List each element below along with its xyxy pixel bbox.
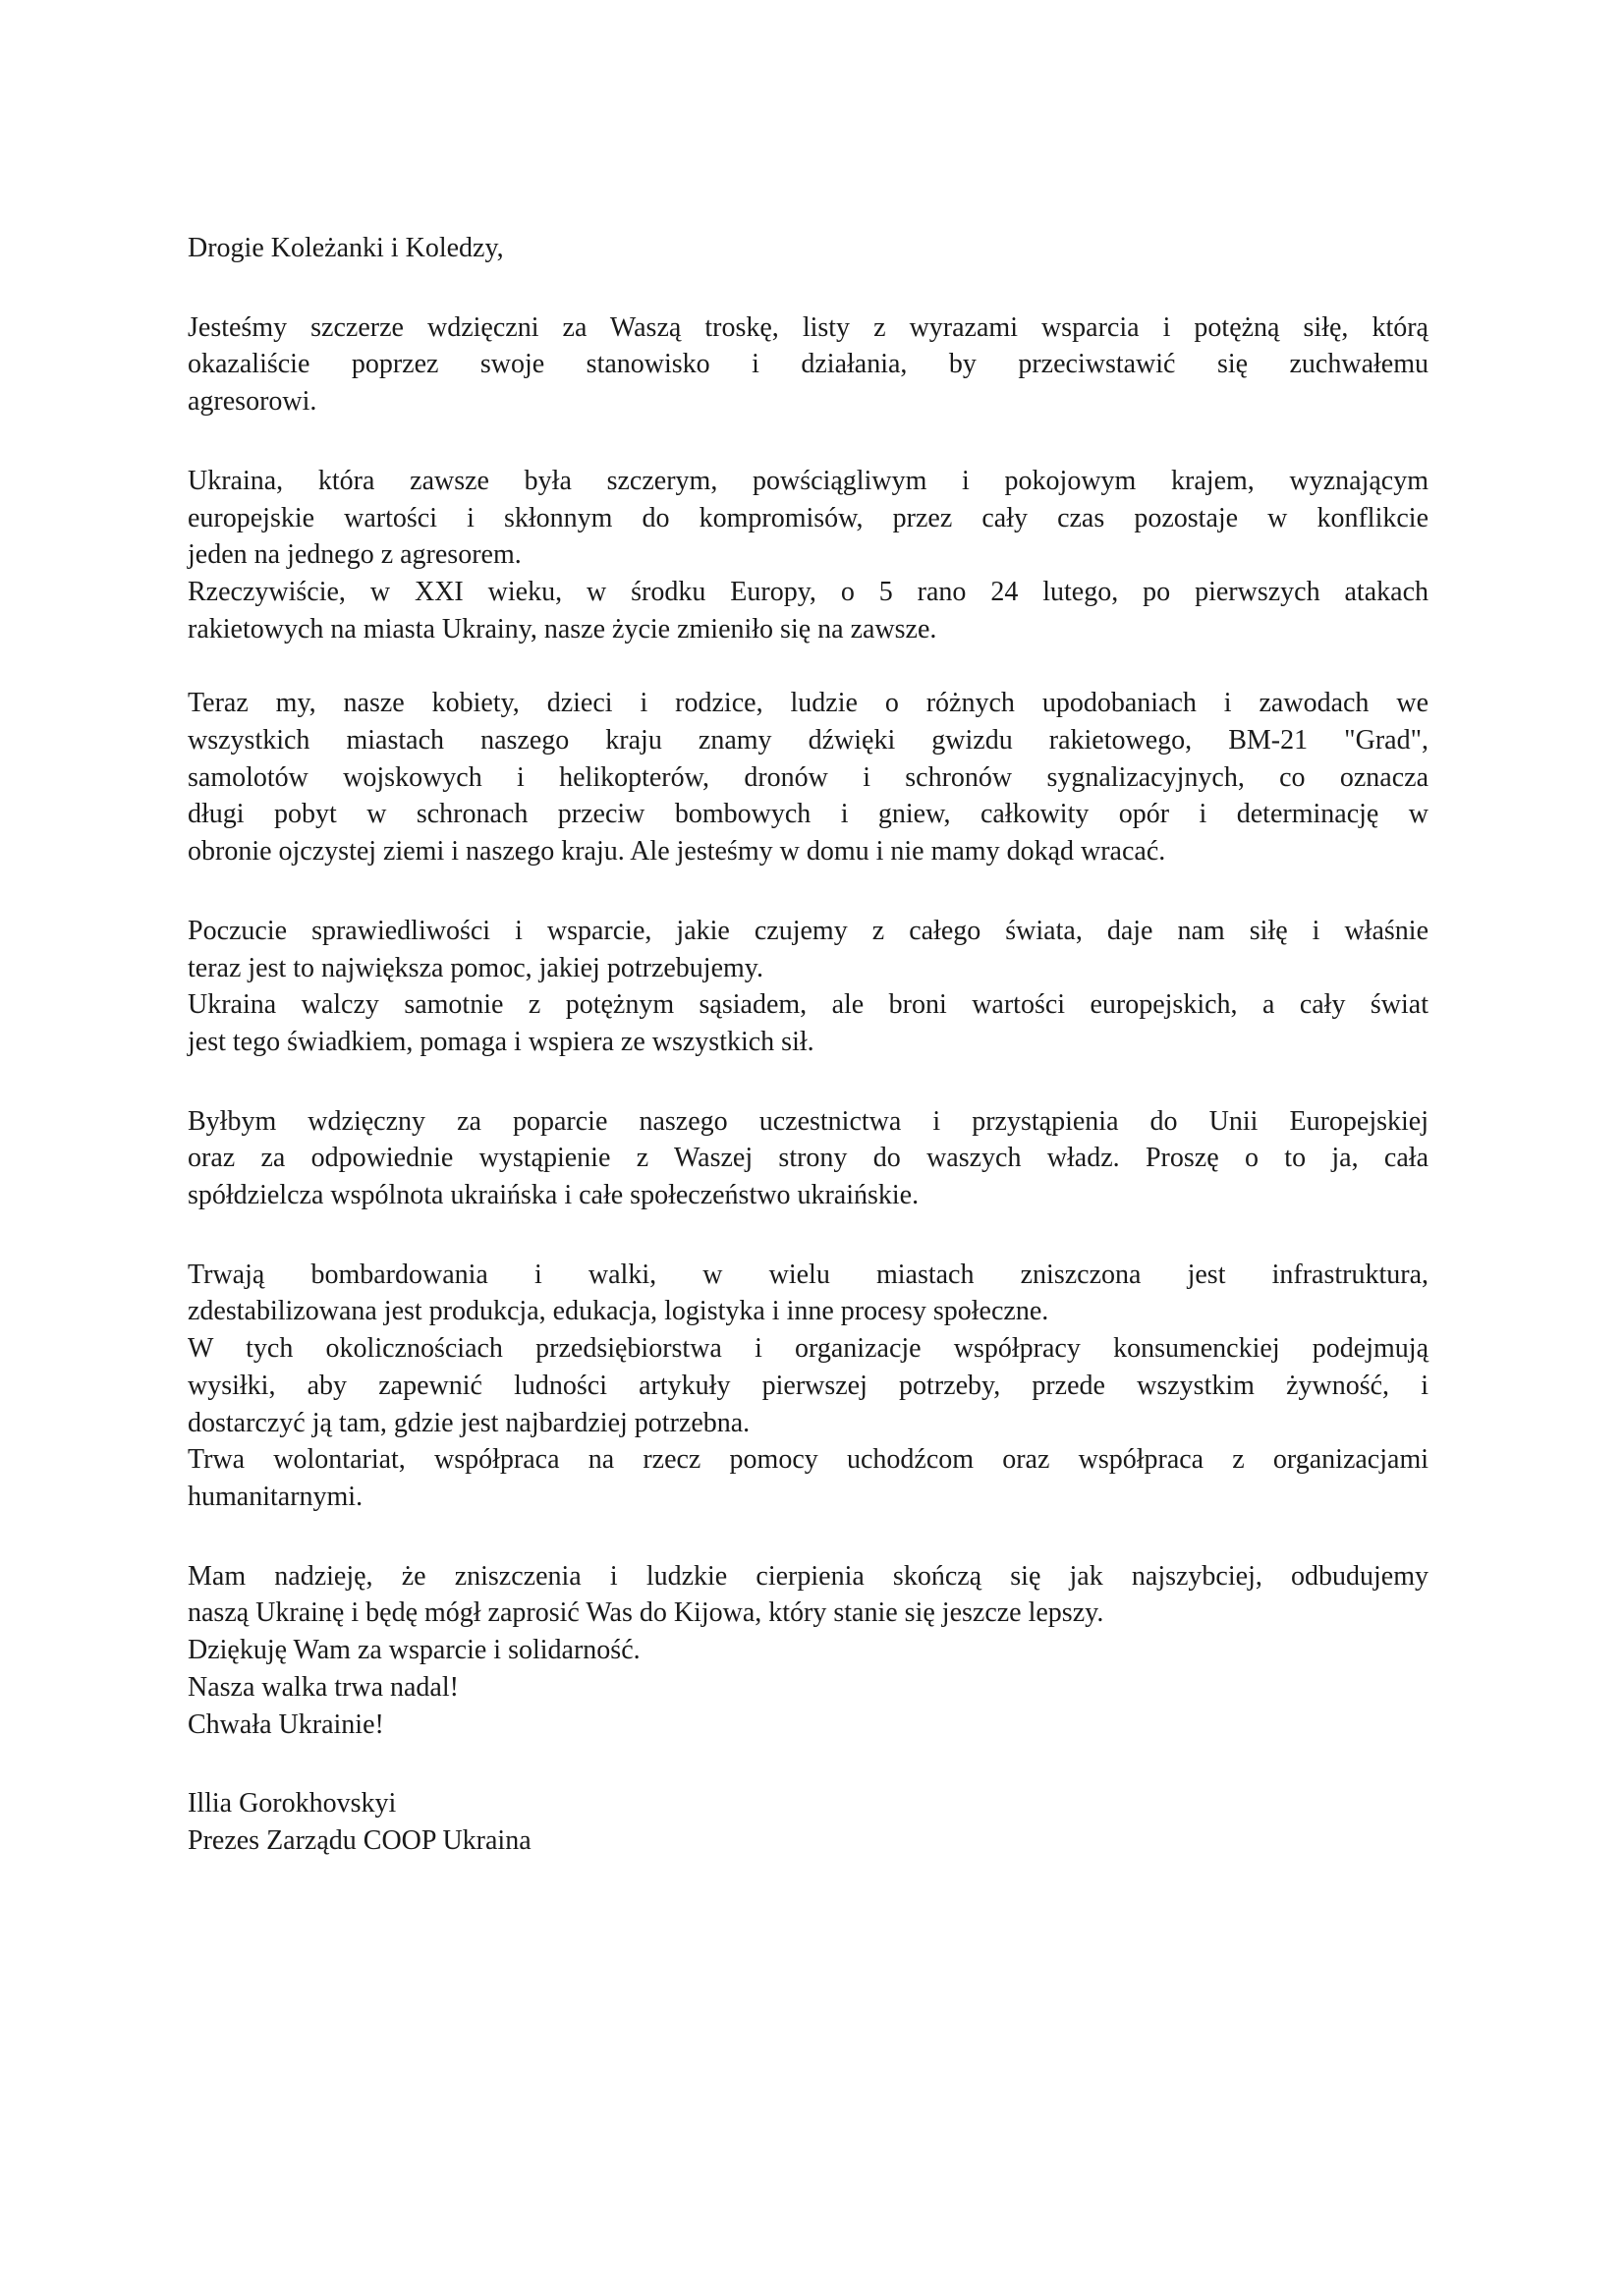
paragraph-line: Trwa wolontariat, współpraca na rzecz pomocy uchodźcom oraz współpraca z organizacjami	[188, 1444, 1428, 1476]
signatory-name: Illia Gorokhovskyi	[188, 1788, 397, 1820]
paragraph-line: Poczucie sprawiedliwości i wsparcie, jakie czujemy z całego świata, daje nam siłę i właśnie	[188, 915, 1428, 946]
paragraph-line: teraz jest to największa pomoc, jakiej potrzebujemy.	[188, 952, 763, 983]
paragraph-line: Dziękuję Wam za wsparcie i solidarność.	[188, 1635, 641, 1666]
paragraph-eu-support	[188, 1103, 1428, 1214]
paragraph-hope	[188, 1558, 1428, 1744]
paragraph-line: spółdzielcza wspólnota ukraińska i całe społeczeństwo ukraińskie.	[188, 1180, 920, 1211]
paragraph-line: Rzeczywiście, w XXI wieku, w środku Europy, o 5 rano 24 lutego, po pierwszych atakach	[188, 576, 1428, 607]
letter-body	[188, 230, 1428, 1860]
paragraph-line: Ukraina walczy samotnie z potężnym sąsiadem, ale broni wartości europejskich, a cały świat	[188, 989, 1428, 1021]
salutation	[188, 230, 1428, 267]
paragraph-war-life	[188, 685, 1428, 870]
paragraph-line: Nasza walka trwa nadal!	[188, 1671, 459, 1703]
paragraph-line: Jesteśmy szczerze wdzięczni za Waszą troskę, listy z wyrazami wsparcia i potężną siłę, którą	[188, 311, 1428, 343]
paragraph-line: oraz za odpowiednie wystąpienie z Waszej strony do waszych władz. Proszę o to ja, cała	[188, 1143, 1428, 1174]
paragraph-line: wszystkich miastach naszego kraju znamy dźwięki gwizdu rakietowego, BM-21 "Grad",	[188, 725, 1428, 756]
paragraph-line: Byłbym wdzięczny za poparcie naszego uczestnictwa i przystąpienia do Unii Europejskiej	[188, 1105, 1428, 1137]
paragraph-line: wysiłki, aby zapewnić ludności artykuły pierwszej potrzeby, przede wszystkim żywność, i	[188, 1370, 1428, 1401]
paragraph-line: Mam nadzieję, że zniszczenia i ludzkie cierpienia skończą się jak najszybciej, odbudujemy	[188, 1560, 1428, 1592]
paragraph-line: humanitarnymi.	[188, 1481, 364, 1512]
paragraph-line: europejskie wartości i skłonnym do kompromisów, przez cały czas pozostaje w konflikcie	[188, 502, 1428, 533]
paragraph-line: jest tego świadkiem, pomaga i wspiera ze wszystkich sił.	[188, 1026, 814, 1057]
paragraph-line: Ukraina, która zawsze była szczerym, powściągliwym i pokojowym krajem, wyznającym	[188, 465, 1428, 496]
paragraph-line: okazaliście poprzez swoje stanowisko i działania, by przeciwstawić się zuchwałemu	[188, 349, 1428, 380]
paragraph-line: jeden na jednego z agresorem.	[188, 539, 522, 571]
paragraph-line: Trwają bombardowania i walki, w wielu miastach zniszczona jest infrastruktura,	[188, 1259, 1428, 1290]
signature-block	[188, 1785, 1428, 1860]
paragraph-justice	[188, 913, 1428, 1061]
paragraph-line: dostarczyć ją tam, gdzie jest najbardziej potrzebna.	[188, 1407, 751, 1438]
paragraph-line: długi pobyt w schronach przeciw bombowych i gniew, całkowity opór i determinację w	[188, 799, 1428, 830]
paragraph-line: Chwała Ukrainie!	[188, 1708, 384, 1740]
paragraph-line: zdestabilizowana jest produkcja, edukacja, logistyka i inne procesy społeczne.	[188, 1296, 1049, 1327]
signatory-title: Prezes Zarządu COOP Ukraina	[188, 1825, 532, 1857]
paragraph-line: W tych okolicznościach przedsiębiorstwa i organizacje współpracy konsumenckiej podejmują	[188, 1333, 1428, 1365]
paragraph-ukraine	[188, 463, 1428, 648]
paragraph-gratitude	[188, 309, 1428, 420]
paragraph-line: samolotów wojskowych i helikopterów, dronów i schronów sygnalizacyjnych, co oznacza	[188, 761, 1428, 793]
paragraph-bombardment	[188, 1257, 1428, 1516]
paragraph-line: Teraz my, nasze kobiety, dzieci i rodzice, ludzie o różnych upodobaniach i zawodach we	[188, 688, 1428, 719]
paragraph-line: obronie ojczystej ziemi i naszego kraju. Ale jesteśmy w domu i nie mamy dokąd wracać.	[188, 836, 1166, 868]
paragraph-line: agresorowi.	[188, 386, 317, 418]
salutation-line: Drogie Koleżanki i Koledzy,	[188, 233, 504, 263]
paragraph-line: rakietowych na miasta Ukrainy, nasze życie zmieniło się na zawsze.	[188, 613, 937, 644]
paragraph-line: naszą Ukrainę i będę mógł zaprosić Was do Kijowa, który stanie się jeszcze lepszy.	[188, 1597, 1104, 1629]
